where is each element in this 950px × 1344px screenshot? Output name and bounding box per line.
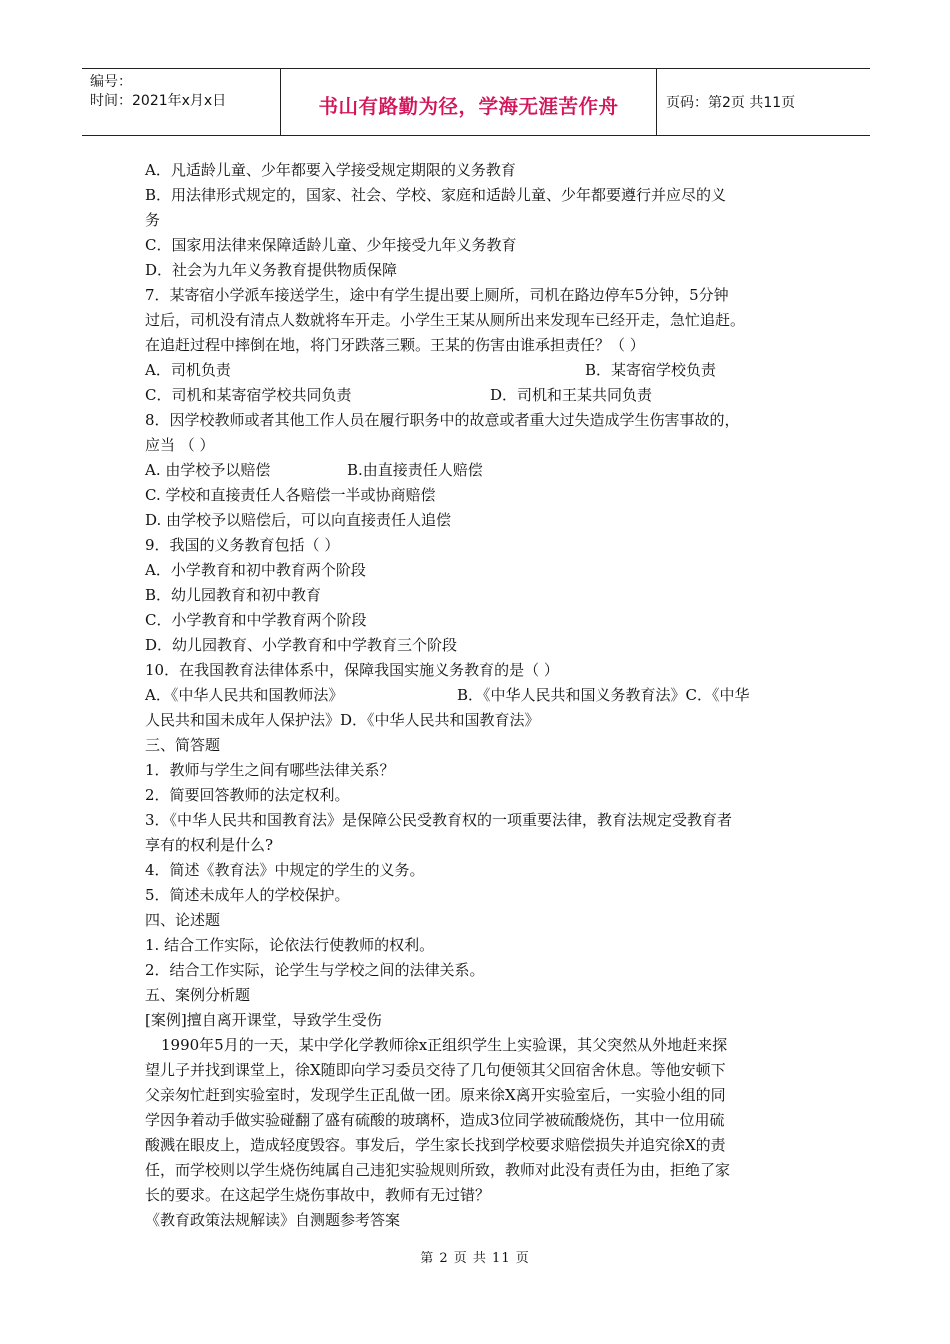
option-b: B.由直接责任人赔偿: [347, 461, 483, 479]
text-line: 享有的权利是什么?: [145, 836, 274, 854]
text-line: 2．简要回答教师的法定权利。: [145, 786, 350, 804]
document-body: [145, 158, 815, 1233]
header-page-cell: [657, 69, 870, 135]
option-b-c: B．《中华人民共和国义务教育法》C．《中华: [457, 686, 750, 704]
motto: 书山有路勤为径，学海无涯苦作舟: [318, 95, 619, 118]
text-line: 9．我国的义务教育包括（ ）: [145, 536, 340, 554]
option-c: C．司机和某寄宿学校共同负责: [145, 386, 352, 404]
option-row: [145, 458, 815, 483]
section-heading: 四、论述题: [145, 911, 221, 929]
text-line: C．小学教育和中学教育两个阶段: [145, 611, 367, 629]
header-table: [82, 68, 870, 136]
option-a: A．司机负责: [145, 361, 231, 379]
text-line: B．用法律形式规定的，国家、社会、学校、家庭和适龄儿童、少年都要遵行并应尽的义: [145, 186, 727, 204]
text-line: 长的要求。在这起学生烧伤事故中，教师有无过错？: [145, 1186, 491, 1204]
text-line: 过后，司机没有清点人数就将车开走。小学生王某从厕所出来发现车已经开走，急忙追赶。: [145, 311, 746, 329]
option-a: A. 由学校予以赔偿: [145, 461, 271, 479]
option-b: B．某寄宿学校负责: [585, 361, 717, 379]
text-line: 务: [145, 211, 161, 229]
text-line: 应当 （ ）: [145, 436, 215, 454]
section-heading: 三、简答题: [145, 736, 221, 754]
header-motto-cell: [281, 69, 657, 135]
option-d: D．司机和王某共同负责: [490, 386, 653, 404]
text-line: A．凡适龄儿童、少年都要入学接受规定期限的义务教育: [145, 161, 516, 179]
text-line: 任，而学校则以学生烧伤纯属自己违犯实验规则所致，教师对此没有责任为由，拒绝了家: [145, 1161, 731, 1179]
text-line: 1990年5月的一天，某中学化学教师徐x正组织学生上实验课，其父突然从外地赶来探: [161, 1036, 728, 1054]
text-line: 2．结合工作实际，论学生与学校之间的法律关系。: [145, 961, 485, 979]
option-row: [145, 358, 815, 383]
answer-title: 《教育政策法规解读》自测题参考答案: [145, 1211, 401, 1229]
time-label: 时间：2021年x月x日: [90, 93, 227, 109]
text-line: B．幼儿园教育和初中教育: [145, 586, 322, 604]
option-row: [145, 383, 815, 408]
text-line: 在追赶过程中摔倒在地，将门牙跌落三颗。王某的伤害由谁承担责任？（ ）: [145, 336, 645, 354]
option-a: A．《中华人民共和国教师法》: [145, 686, 344, 704]
text-line: D．社会为九年义务教育提供物质保障: [145, 261, 398, 279]
text-line: 父亲匆忙赶到实验室时，发现学生正乱做一团。原来徐X离开实验室后，一实验小组的同: [145, 1086, 726, 1104]
page-label: 页码：第2页 共11页: [666, 95, 796, 111]
section-heading: 五、案例分析题: [145, 986, 251, 1004]
text-line: 酸溅在眼皮上，造成轻度毁容。事发后，学生家长找到学校要求赔偿损失并追究徐X的责: [145, 1136, 726, 1154]
text-line: 学因争着动手做实验碰翻了盛有硫酸的玻璃杯，造成3位同学被硫酸烧伤，其中一位用硫: [145, 1111, 725, 1129]
text-line: 5．简述未成年人的学校保护。: [145, 886, 350, 904]
option-row: [145, 683, 815, 708]
text-line: 望儿子并找到课堂上，徐X随即向学习委员交待了几句便领其父回宿舍休息。等他安顿下: [145, 1061, 726, 1079]
text-line: 7．某寄宿小学派车接送学生，途中有学生提出要上厕所，司机在路边停车5分钟，5分钟: [145, 286, 729, 304]
text-line: D. 由学校予以赔偿后，可以向直接责任人追偿: [145, 511, 452, 529]
text-line: 1. 结合工作实际，论依法行使教师的权利。: [145, 936, 435, 954]
text-line: C. 学校和直接责任人各赔偿一半或协商赔偿: [145, 486, 436, 504]
text-line: 8．因学校教师或者其他工作人员在履行职务中的故意或者重大过失造成学生伤害事故的，: [145, 411, 740, 429]
text-line: 4．简述《教育法》中规定的学生的义务。: [145, 861, 425, 879]
text-line: 人民共和国未成年人保护法》D．《中华人民共和国教育法》: [145, 711, 540, 729]
text-line: 1．教师与学生之间有哪些法律关系？: [145, 761, 395, 779]
text-line: C．国家用法律来保障适龄儿童、少年接受九年义务教育: [145, 236, 517, 254]
text-line: 3．《中华人民共和国教育法》是保障公民受教育权的一项重要法律，教育法规定受教育者: [145, 811, 733, 829]
text-line: D．幼儿园教育、小学教育和中学教育三个阶段: [145, 636, 458, 654]
text-line: 10．在我国教育法律体系中，保障我国实施义务教育的是（ ）: [145, 661, 559, 679]
case-title: [案例]擅自离开课堂，导致学生受伤: [145, 1011, 382, 1029]
header-left-cell: [82, 69, 281, 135]
text-line: A．小学教育和初中教育两个阶段: [145, 561, 366, 579]
page-footer: 第 2 页 共 11 页: [420, 1251, 530, 1266]
number-label: 编号：: [90, 74, 132, 90]
